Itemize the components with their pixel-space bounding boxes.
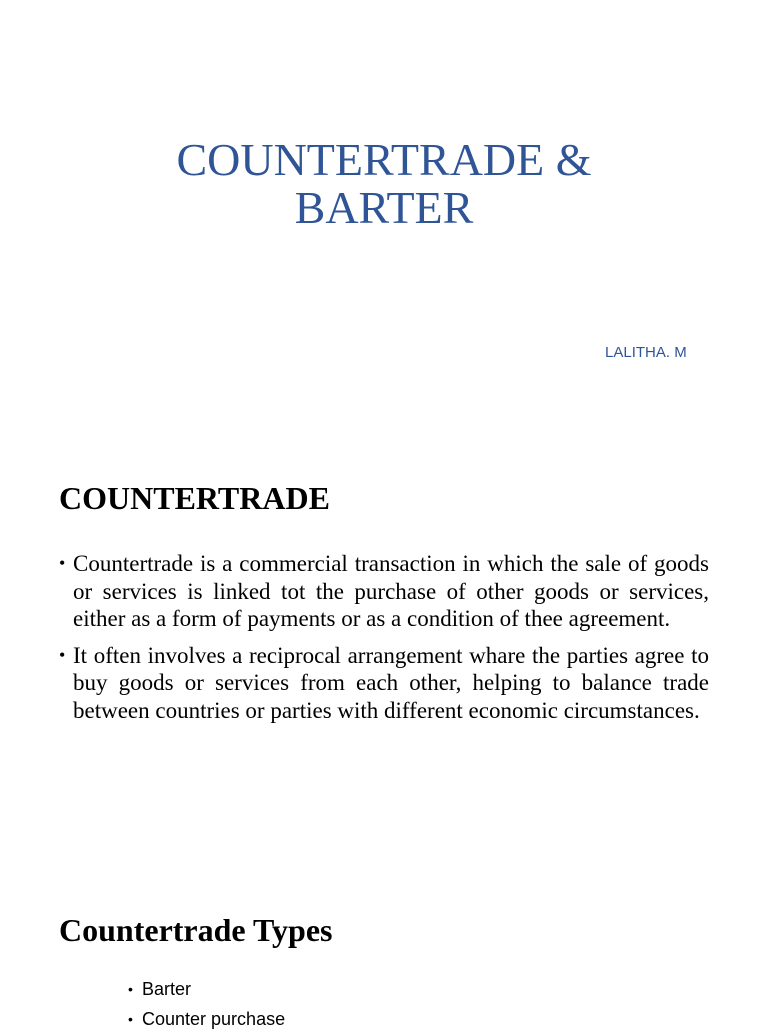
countertrade-types-slide: [0, 862, 768, 1029]
bullet-text: Countertrade is a commercial transaction in which the sale of goods or services is linked tot the purchase of other goods or services, either as a form of payments or as a condition of thee agreement.: [73, 551, 709, 631]
author-name: LALITHA. M: [605, 344, 687, 361]
bullet-list: [59, 550, 709, 733]
bullet-item: [59, 550, 709, 633]
countertrade-slide: [0, 430, 768, 862]
list-item: [128, 974, 285, 1004]
slide-title: [0, 136, 768, 232]
bullet-dot-icon: •: [59, 644, 66, 665]
types-list: [128, 974, 285, 1034]
slide-heading: COUNTERTRADE: [59, 480, 330, 516]
list-item: [128, 1004, 285, 1034]
slide-heading: Countertrade Types: [59, 912, 333, 948]
bullet-item: [59, 642, 709, 725]
bullet-dot-icon: •: [128, 981, 133, 997]
bullet-dot-icon: •: [59, 553, 66, 573]
title-slide: [0, 0, 768, 430]
slide-title-line-2: BARTER: [294, 182, 474, 233]
type-label: Barter: [142, 979, 192, 999]
type-label: Counter purchase: [142, 1009, 286, 1029]
bullet-dot-icon: •: [128, 1011, 133, 1027]
slide-title-line-1: COUNTERTRADE &: [176, 134, 592, 185]
bullet-text: It often involves a reciprocal arrangement whare the parties agree to buy goods or services from each other, helping to balance trade between countries or parties with different economic circumstances.: [73, 642, 709, 723]
